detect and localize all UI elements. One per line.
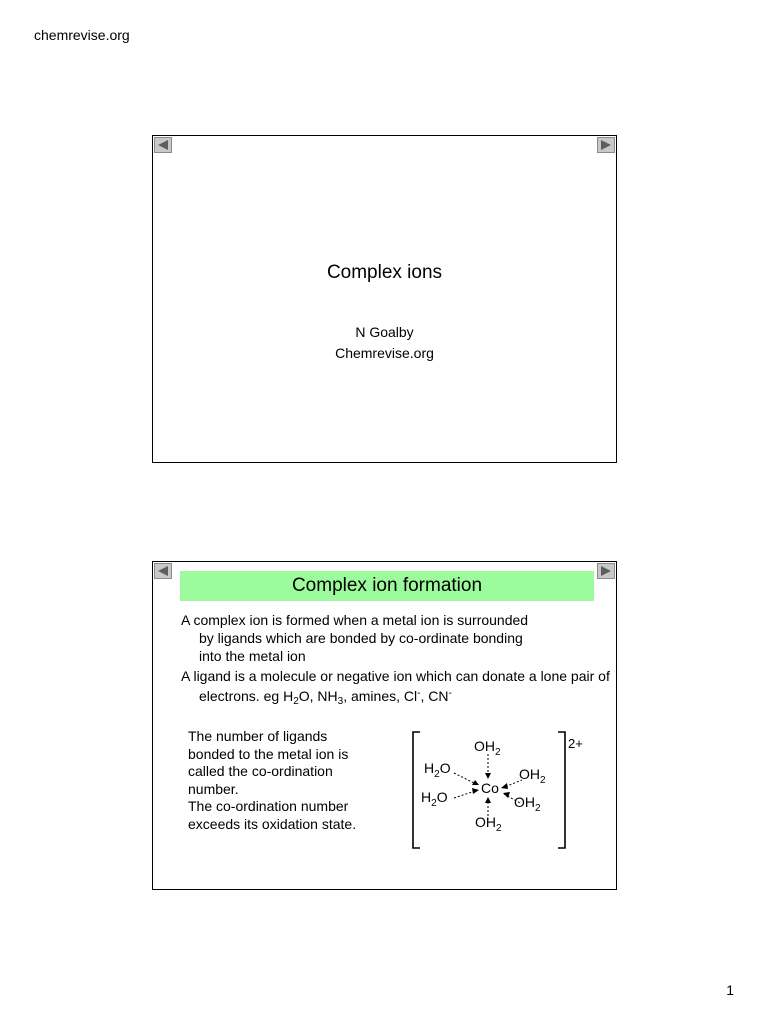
- slide-title-text: Complex ions: [326, 262, 443, 283]
- text-line: called the co-ordination: [188, 763, 333, 779]
- ligand-part: H: [424, 760, 435, 776]
- ligand-text: A ligand is a molecule or negative ion which can donate a lone pair of electrons. eg: [181, 668, 610, 704]
- page-number: 1: [726, 982, 734, 998]
- next-slide-button[interactable]: [597, 563, 615, 579]
- formula-superscript: -: [448, 688, 452, 699]
- metal-symbol: Co: [481, 780, 499, 796]
- site-header-label: chemrevise.org: [34, 27, 130, 43]
- next-slide-button[interactable]: [597, 137, 615, 153]
- arrow-lower-left: [472, 788, 479, 794]
- ligand-part: O: [436, 789, 448, 805]
- previous-slide-button[interactable]: [154, 563, 172, 579]
- ligand-subscript: 2: [496, 823, 502, 834]
- arrow-right-icon: [598, 138, 614, 152]
- arrow-top: [485, 773, 491, 779]
- ligand-lower-left: [421, 789, 448, 809]
- coordination-number-text: [188, 728, 356, 833]
- arrow-bottom: [485, 797, 491, 803]
- slide-author: N Goalby: [355, 324, 414, 340]
- complex-charge: 2+: [568, 736, 583, 751]
- text-line: The number of ligands: [188, 728, 328, 744]
- complex-ion-definition: [181, 611, 619, 665]
- text-line: bonded to the metal ion is: [188, 745, 349, 762]
- ligand-part: H: [421, 789, 432, 805]
- ligand-part: OH: [474, 738, 495, 754]
- ligand-part: OH: [519, 766, 540, 782]
- ligand-part: O: [439, 760, 451, 776]
- ligand-subscript: 2: [434, 769, 440, 780]
- formula-part: , CN: [420, 688, 449, 704]
- formula-subscript: 2: [293, 696, 299, 707]
- ligand-upper-left: [424, 760, 451, 780]
- text-line: The co-ordination number: [188, 798, 349, 814]
- text-line: exceeds its oxidation state.: [188, 815, 357, 832]
- ligand-lower-right: [514, 794, 541, 814]
- right-bracket: [558, 732, 565, 848]
- ligand-definition: [181, 667, 619, 711]
- left-bracket: [413, 732, 420, 848]
- slide-site: Chemrevise.org: [335, 345, 434, 361]
- definition-line: into the metal ion: [199, 648, 306, 664]
- slide-heading: Complex ion formation: [291, 575, 483, 596]
- slide-heading-bar: [180, 571, 594, 601]
- arrow-right-icon: [598, 564, 614, 578]
- cobalt-complex-diagram: [408, 724, 598, 864]
- definition-line: by ligands which are bonded by co-ordinate bonding: [199, 630, 523, 646]
- arrow-upper-right: [501, 783, 508, 789]
- slide-title: [152, 135, 617, 463]
- slide-complex-ion-formation: [152, 561, 617, 890]
- ligand-top: [474, 738, 501, 758]
- formula-part: , amines, Cl: [343, 688, 418, 704]
- formula-subscript: 3: [337, 696, 344, 707]
- ligand-subscript: 2: [540, 775, 546, 786]
- metal-center: [481, 780, 499, 796]
- ligand-subscript: 2: [495, 747, 501, 758]
- formula-part: H: [283, 688, 294, 704]
- previous-slide-button[interactable]: [154, 137, 172, 153]
- formula-part: O, NH: [298, 688, 338, 704]
- ligand-part: OH: [514, 794, 535, 810]
- text-line: number.: [188, 780, 239, 797]
- ligand-upper-right: [519, 766, 546, 786]
- ligand-subscript: 2: [431, 798, 437, 809]
- arrow-left-icon: [155, 138, 171, 152]
- formula-superscript: -: [417, 688, 421, 699]
- arrow-left-icon: [155, 564, 171, 578]
- ligand-part: OH: [475, 814, 496, 830]
- definition-line: A complex ion is formed when a metal ion is surrounded: [181, 612, 529, 628]
- ligand-bottom: [475, 814, 502, 834]
- ligand-subscript: 2: [535, 803, 541, 814]
